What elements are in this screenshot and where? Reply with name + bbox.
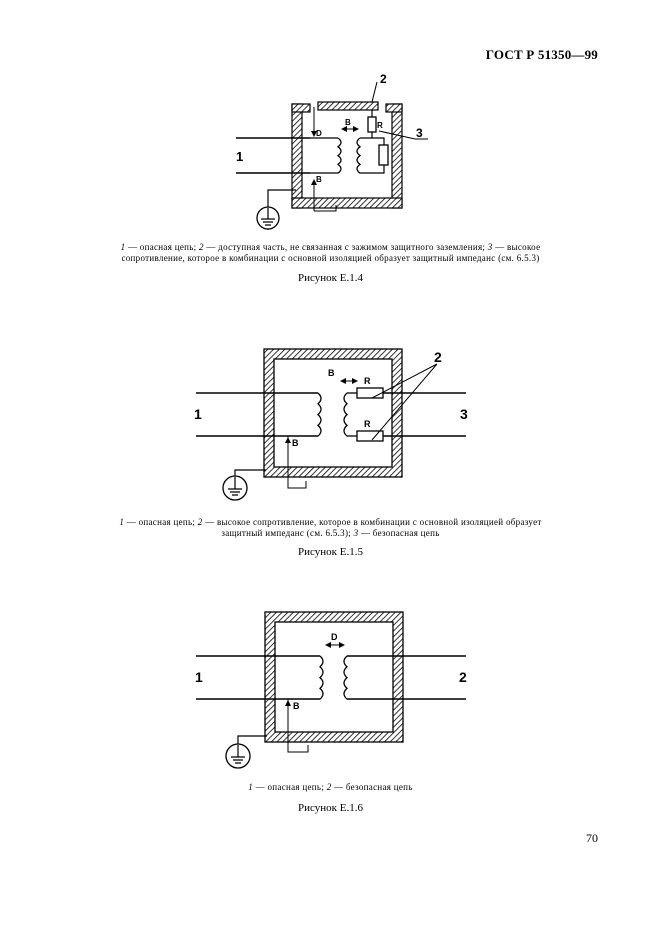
enclosure-bottom-wall [292,198,402,208]
resistor-secondary [379,145,388,165]
figure-e-1-4 [0,60,661,230]
label-d: D [316,129,322,138]
figure-title-e-1-4: Рисунок Е.1.4 [298,272,363,284]
label-b-bottom: B [292,438,299,448]
label-b-bottom: B [316,175,322,184]
primary-coil [338,138,341,173]
label-1: 1 [194,406,202,422]
figure-e-1-5 [0,340,661,510]
caption-e-1-6: 1 — опасная цепь; 2 — безопасная цепь [248,782,413,792]
label-r-top: R [364,376,371,386]
label-1: 1 [195,669,203,685]
caption-e-1-5: 1 — опасная цепь; 2 — высокое сопротивление, которое в комбинации с основной изоляцией образует защитный импеданс (см. 6.5.3); 3 — безопасная цепь [119,517,542,538]
resistor-r-bottom [357,431,383,441]
label-2: 2 [434,349,442,365]
caption-e-1-4: 1 — опасная цепь; 2 — доступная часть, не связанная с зажимом защитного заземления; 3 — высокое сопротивление, которое в комбинации с основной изоляцией образует защитный импеданс (см. 6.5.3) [120,242,541,263]
label-b: B [293,701,300,711]
resistor-r [368,117,376,132]
label-r-bottom: R [364,419,371,429]
label-3: 3 [460,406,468,422]
label-1: 1 [236,149,244,164]
figure-title-e-1-5: Рисунок Е.1.5 [298,546,363,558]
enclosure-left-wall [292,104,302,208]
accessible-part [318,102,378,110]
secondary-coil [357,138,360,173]
label-2: 2 [459,669,467,685]
enclosure-right-wall [392,104,402,208]
document-header: ГОСТ Р 51350—99 [485,47,598,62]
enclosure-top-left [292,104,310,112]
label-d: D [331,632,338,642]
figure-title-e-1-6: Рисунок Е.1.6 [298,802,363,814]
label-3: 3 [416,126,423,140]
enclosure-top-right [386,104,402,112]
figure-e-1-6 [0,605,661,775]
label-b-top: B [328,368,335,378]
label-r: R [377,121,383,130]
label-b-top: B [345,118,351,127]
page-number: 70 [586,831,598,845]
label-2: 2 [380,72,387,86]
resistor-r-top [357,388,383,398]
